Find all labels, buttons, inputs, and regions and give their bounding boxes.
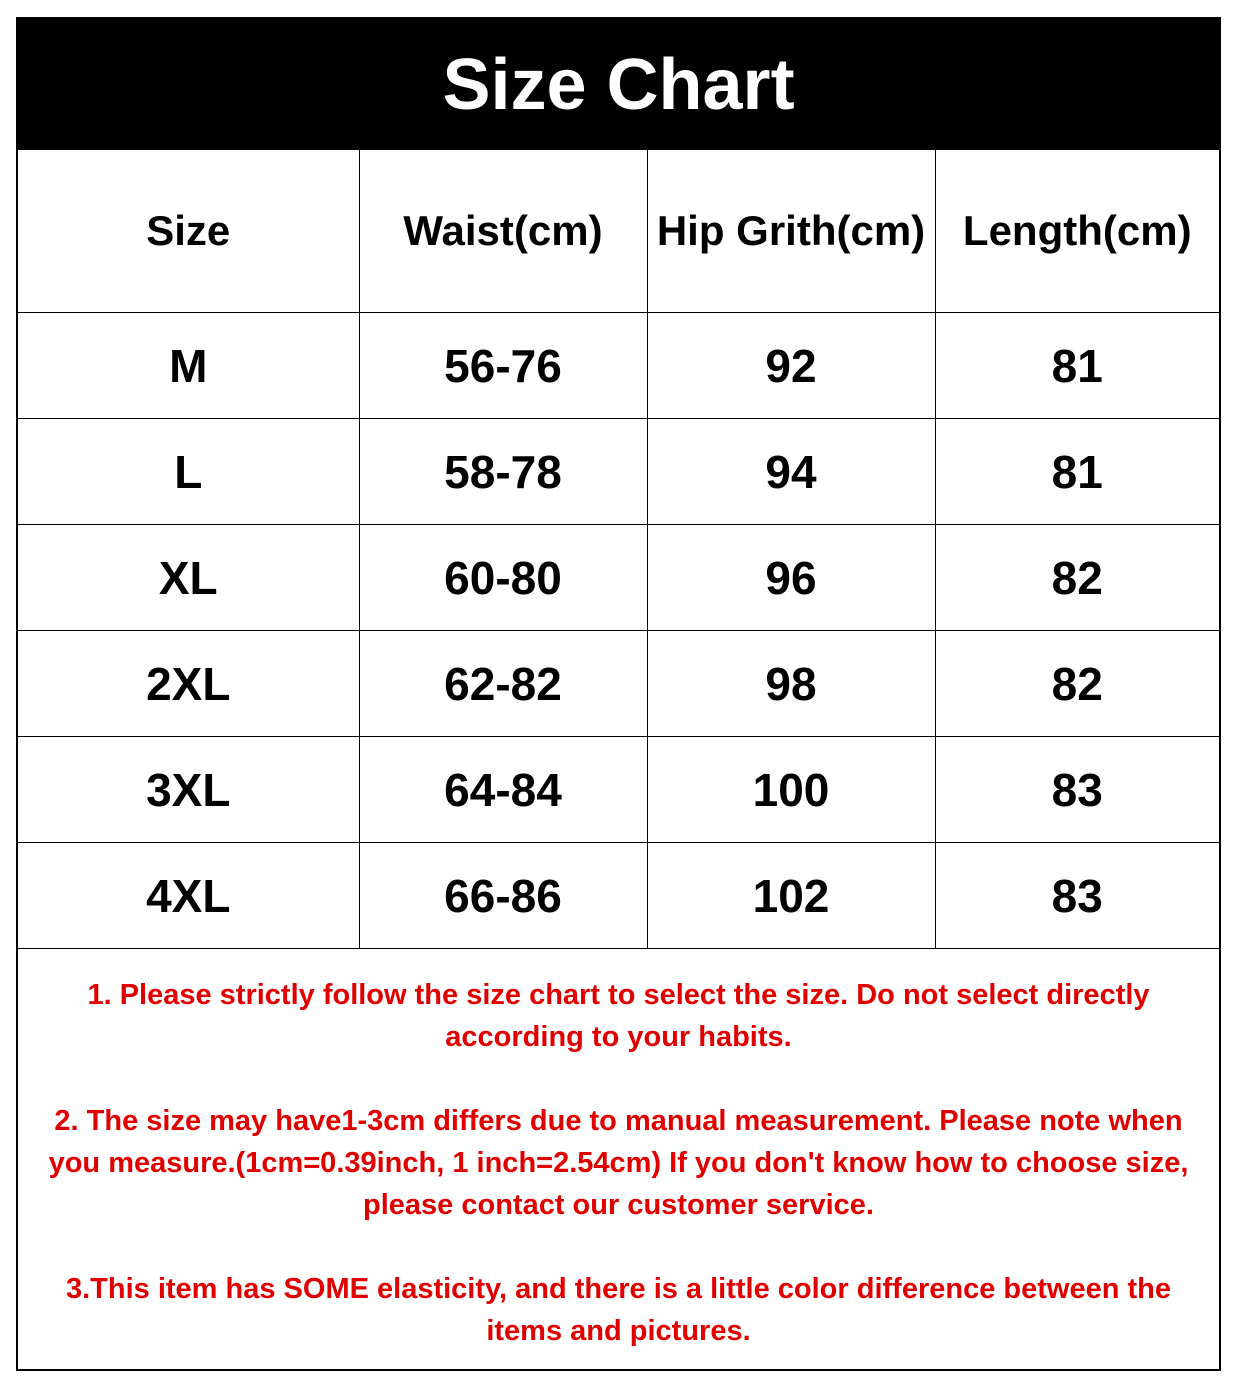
table-row <box>18 737 1219 843</box>
cell-length: 81 <box>935 313 1219 419</box>
cell-size: L <box>18 419 359 525</box>
cell-waist: 64-84 <box>359 737 647 843</box>
cell-size: 4XL <box>18 843 359 949</box>
cell-length: 81 <box>935 419 1219 525</box>
cell-waist: 56-76 <box>359 313 647 419</box>
cell-waist: 62-82 <box>359 631 647 737</box>
cell-waist: 66-86 <box>359 843 647 949</box>
note-1: 1. Please strictly follow the size chart to select the size. Do not select directly according to your habits. <box>87 979 1150 1053</box>
table-row <box>18 631 1219 737</box>
cell-hip: 98 <box>647 631 935 737</box>
cell-hip: 100 <box>647 737 935 843</box>
notes-section <box>18 950 1219 1352</box>
cell-hip: 102 <box>647 843 935 949</box>
cell-hip: 94 <box>647 419 935 525</box>
table-header-row <box>18 150 1219 313</box>
table-row <box>18 843 1219 949</box>
table-row <box>18 525 1219 631</box>
cell-length: 82 <box>935 525 1219 631</box>
header-size: Size <box>18 150 359 313</box>
cell-length: 82 <box>935 631 1219 737</box>
cell-hip: 92 <box>647 313 935 419</box>
cell-size: 3XL <box>18 737 359 843</box>
cell-waist: 60-80 <box>359 525 647 631</box>
table-row <box>18 419 1219 525</box>
cell-hip: 96 <box>647 525 935 631</box>
header-length: Length(cm) <box>935 150 1219 313</box>
header-hip-grith: Hip Grith(cm) <box>647 150 935 313</box>
header-waist: Waist(cm) <box>359 150 647 313</box>
note-3: 3.This item has SOME elasticity, and there is a little color difference between the items and pictures. <box>65 1273 1171 1347</box>
cell-size: M <box>18 313 359 419</box>
size-chart-frame <box>16 17 1221 1371</box>
table-row <box>18 313 1219 419</box>
cell-length: 83 <box>935 737 1219 843</box>
size-table <box>18 150 1219 949</box>
size-chart-title: Size Chart <box>18 19 1219 150</box>
note-2: 2. The size may have1-3cm differs due to manual measurement. Please note when you measure.(1cm=0.39inch, 1 inch=2.54cm) If you don't know how to choose size, please contact our customer service. <box>48 1105 1189 1221</box>
cell-size: 2XL <box>18 631 359 737</box>
cell-waist: 58-78 <box>359 419 647 525</box>
cell-length: 83 <box>935 843 1219 949</box>
cell-size: XL <box>18 525 359 631</box>
